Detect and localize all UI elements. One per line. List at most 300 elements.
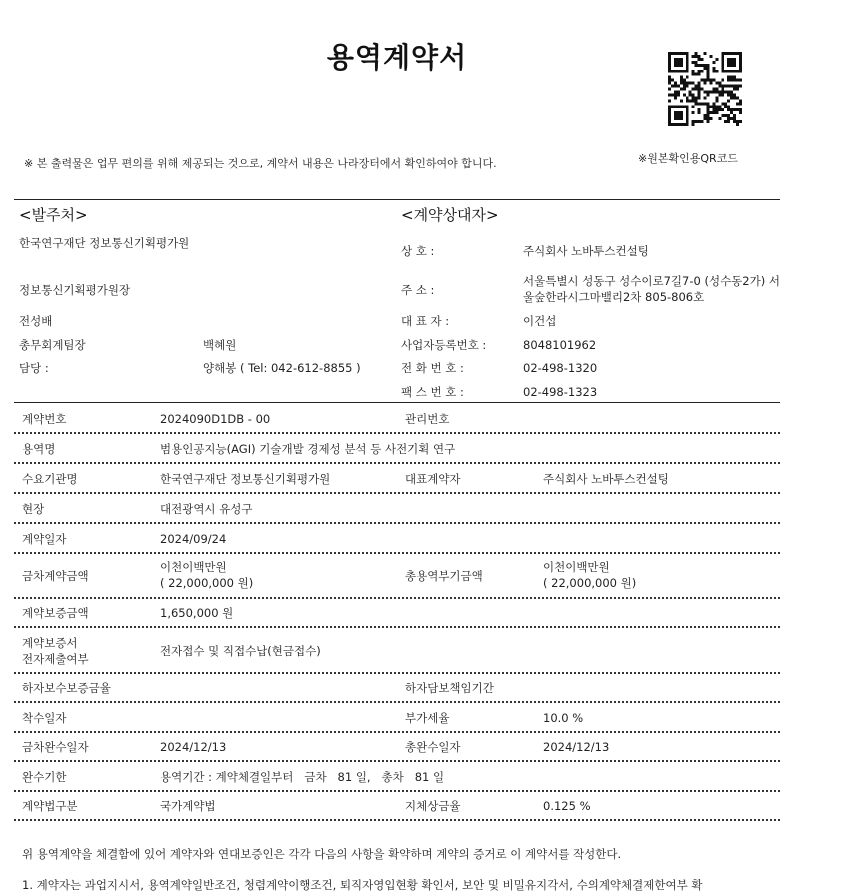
qr-module [727, 70, 730, 73]
qr-code[interactable] [668, 52, 742, 126]
qr-module [715, 99, 718, 102]
row-divider [14, 597, 780, 599]
row-value: ( 22,000,000 원) [160, 576, 254, 590]
qr-module [706, 90, 709, 93]
qr-module [704, 114, 707, 117]
qr-module [721, 88, 724, 91]
qr-module [715, 88, 718, 91]
qr-module [686, 114, 689, 117]
row-value: 용역기간 : 계약체결일부터 금차 81 일, 총차 81 일 [160, 770, 445, 784]
qr-module [721, 64, 724, 67]
qr-module [736, 85, 739, 88]
contractor-label: 전 화 번 호 : [401, 361, 464, 375]
qr-module [736, 123, 739, 126]
row-label: 계약일자 [22, 532, 67, 546]
qr-module [695, 120, 698, 123]
qr-module [674, 123, 677, 126]
row-value: 2024090D1DB - 00 [160, 412, 271, 426]
qr-module [680, 99, 683, 102]
qr-module [686, 67, 689, 70]
qr-module [706, 73, 709, 76]
qr-module [680, 76, 683, 79]
qr-module [704, 102, 707, 105]
row-value: 국가계약법 [160, 799, 216, 813]
qr-module [674, 111, 677, 114]
row-divider [14, 492, 780, 494]
qr-module [668, 64, 671, 67]
qr-module [724, 70, 727, 73]
qr-module [680, 111, 683, 114]
qr-module [739, 52, 742, 55]
contractor-value: 주식회사 노바투스컨설팅 [523, 244, 649, 258]
qr-module [730, 70, 733, 73]
qr-module [733, 108, 736, 111]
qr-module [733, 114, 736, 117]
qr-module [680, 114, 683, 117]
qr-module [668, 70, 671, 73]
qr-module [718, 108, 721, 111]
qr-module [706, 117, 709, 120]
qr-module [683, 85, 686, 88]
qr-module [704, 117, 707, 120]
qr-module [668, 82, 671, 85]
qr-module [683, 82, 686, 85]
qr-module [680, 52, 683, 55]
qr-module [727, 117, 730, 120]
qr-module [695, 52, 698, 55]
contractor-label: 팩 스 번 호 : [401, 385, 464, 399]
qr-module [733, 85, 736, 88]
qr-module [701, 70, 704, 73]
qr-module [739, 85, 742, 88]
qr-module [695, 85, 698, 88]
qr-module [695, 61, 698, 64]
notice-text: ※ 본 출력물은 업무 편의를 위해 제공되는 것으로, 계약서 내용은 나라장터에서 확인하여야 합니다. [24, 157, 497, 170]
qr-module [698, 93, 701, 96]
row-label: 용역명 [22, 442, 56, 456]
row-divider [14, 760, 780, 762]
qr-module [704, 67, 707, 70]
qr-module [680, 105, 683, 108]
qr-module [727, 114, 730, 117]
qr-module [736, 96, 739, 99]
qr-module [733, 117, 736, 120]
qr-module [739, 79, 742, 82]
qr-module [718, 105, 721, 108]
qr-module [671, 123, 674, 126]
qr-module [736, 70, 739, 73]
row-divider [14, 790, 780, 792]
qr-module [730, 85, 733, 88]
row-label: 부가세율 [405, 711, 450, 725]
contractor-label: 주 소 : [401, 283, 435, 297]
table-top-divider [14, 402, 780, 403]
row-value: 1,650,000 원 [160, 606, 234, 620]
row-label: 착수일자 [22, 711, 67, 725]
row-divider [14, 701, 780, 703]
row-value: 2024/12/13 [543, 740, 610, 754]
qr-module [724, 120, 727, 123]
row-divider [14, 462, 780, 464]
qr-module [701, 64, 704, 67]
qr-module [727, 85, 730, 88]
qr-module [674, 52, 677, 55]
qr-module [724, 105, 727, 108]
qr-module [692, 55, 695, 58]
qr-module [668, 55, 671, 58]
row-divider [14, 522, 780, 524]
qr-module [727, 76, 730, 79]
qr-module [712, 90, 715, 93]
qr-module [692, 99, 695, 102]
qr-module [739, 120, 742, 123]
qr-module [677, 64, 680, 67]
qr-module [698, 108, 701, 111]
qr-module [668, 79, 671, 82]
row-value: 한국연구재단 정보통신기획평가원 [160, 472, 331, 486]
qr-module [727, 93, 730, 96]
orderer-contact-value: 양해봉 ( Tel: 042-612-8855 ) [203, 361, 361, 375]
row-value: 이천이백만원 [543, 560, 610, 574]
qr-module [739, 108, 742, 111]
qr-module [721, 93, 724, 96]
qr-module [730, 52, 733, 55]
qr-module [674, 82, 677, 85]
qr-module [677, 70, 680, 73]
contractor-label: 사업자등록번호 : [401, 338, 487, 352]
contractor-label: 대 표 자 : [401, 314, 450, 328]
qr-module [712, 79, 715, 82]
qr-module [712, 108, 715, 111]
qr-module [677, 117, 680, 120]
qr-module [671, 79, 674, 82]
qr-module [730, 96, 733, 99]
qr-code-label: ※원본확인용QR코드 [638, 152, 738, 165]
qr-module [695, 99, 698, 102]
qr-module [730, 117, 733, 120]
qr-module [680, 123, 683, 126]
qr-module [668, 120, 671, 123]
qr-module [668, 99, 671, 102]
qr-module [724, 102, 727, 105]
qr-module [674, 85, 677, 88]
qr-module [730, 64, 733, 67]
qr-module [683, 105, 686, 108]
contractor-heading: <계약상대자> [401, 206, 499, 224]
qr-module [715, 96, 718, 99]
qr-module [668, 67, 671, 70]
qr-module [727, 52, 730, 55]
qr-module [695, 96, 698, 99]
qr-module [733, 76, 736, 79]
qr-module [721, 55, 724, 58]
qr-module [715, 105, 718, 108]
qr-module [674, 58, 677, 61]
qr-module [668, 88, 671, 91]
qr-module [736, 52, 739, 55]
qr-module [668, 114, 671, 117]
top-divider [14, 199, 780, 200]
qr-module [718, 93, 721, 96]
qr-module [704, 64, 707, 67]
qr-module [730, 93, 733, 96]
qr-module [698, 70, 701, 73]
qr-module [695, 88, 698, 91]
qr-module [680, 64, 683, 67]
qr-module [686, 120, 689, 123]
qr-module [668, 111, 671, 114]
qr-module [680, 88, 683, 91]
qr-module [683, 88, 686, 91]
qr-module [739, 111, 742, 114]
qr-module [677, 58, 680, 61]
qr-module [727, 105, 730, 108]
qr-module [715, 82, 718, 85]
qr-module [730, 108, 733, 111]
qr-module [715, 70, 718, 73]
row-label: 전자제출여부 [22, 652, 89, 666]
footer-statement: 위 용역계약을 체결함에 있어 계약자와 연대보증인은 각각 다음의 사항을 확약하며 계약의 증거로 이 계약서를 작성한다. [22, 847, 622, 861]
orderer-dept-label: 총무회계팀장 [19, 338, 86, 352]
orderer-contact-label: 담당 : [19, 361, 49, 375]
qr-module [706, 114, 709, 117]
qr-module [701, 88, 704, 91]
qr-module [686, 105, 689, 108]
qr-module [704, 90, 707, 93]
qr-module [706, 93, 709, 96]
qr-module [692, 105, 695, 108]
qr-module [712, 70, 715, 73]
qr-module [715, 90, 718, 93]
qr-module [721, 58, 724, 61]
qr-module [706, 64, 709, 67]
qr-module [739, 61, 742, 64]
qr-module [727, 90, 730, 93]
qr-module [727, 120, 730, 123]
qr-module [721, 102, 724, 105]
qr-module [706, 120, 709, 123]
qr-module [712, 61, 715, 64]
qr-module [686, 64, 689, 67]
qr-module [680, 117, 683, 120]
qr-module [677, 114, 680, 117]
qr-module [692, 82, 695, 85]
qr-module [721, 114, 724, 117]
qr-module [677, 105, 680, 108]
qr-module [677, 90, 680, 93]
qr-module [698, 102, 701, 105]
qr-module [668, 58, 671, 61]
qr-module [671, 105, 674, 108]
row-value: 10.0 % [543, 711, 584, 725]
qr-module [739, 70, 742, 73]
qr-module [727, 108, 730, 111]
qr-module [680, 79, 683, 82]
qr-module [704, 79, 707, 82]
qr-module [724, 90, 727, 93]
qr-module [706, 108, 709, 111]
qr-module [706, 79, 709, 82]
qr-module [724, 52, 727, 55]
qr-module [709, 105, 712, 108]
qr-module [680, 70, 683, 73]
qr-module [733, 52, 736, 55]
qr-module [677, 85, 680, 88]
qr-module [689, 82, 692, 85]
qr-module [715, 58, 718, 61]
qr-module [739, 102, 742, 105]
row-value: 2024/12/13 [160, 740, 227, 754]
qr-module [698, 120, 701, 123]
qr-module [674, 105, 677, 108]
qr-module [721, 108, 724, 111]
row-label: 계약보증금액 [22, 606, 89, 620]
row-value: 이천이백만원 [160, 560, 227, 574]
qr-module [718, 82, 721, 85]
qr-module [724, 85, 727, 88]
qr-module [689, 93, 692, 96]
qr-module [721, 85, 724, 88]
qr-module [692, 70, 695, 73]
qr-module [698, 73, 701, 76]
orderer-name: 전성배 [19, 314, 53, 328]
qr-module [698, 90, 701, 93]
qr-module [686, 70, 689, 73]
orderer-dept-name: 백혜원 [203, 338, 237, 352]
qr-module [692, 120, 695, 123]
qr-module [698, 64, 701, 67]
qr-module [712, 102, 715, 105]
qr-module [712, 67, 715, 70]
qr-module [671, 85, 674, 88]
contractor-value: 02-498-1320 [523, 361, 598, 375]
row-label: 계약법구분 [22, 799, 78, 813]
qr-module [730, 79, 733, 82]
qr-module [698, 88, 701, 91]
qr-module [733, 93, 736, 96]
qr-module [677, 123, 680, 126]
row-divider [14, 552, 780, 554]
qr-module [727, 61, 730, 64]
qr-module [674, 117, 677, 120]
qr-module [692, 111, 695, 114]
qr-module [704, 96, 707, 99]
qr-module [727, 79, 730, 82]
qr-module [671, 52, 674, 55]
qr-module [730, 90, 733, 93]
qr-module [718, 90, 721, 93]
qr-module [683, 70, 686, 73]
row-value: 범용인공지능(AGI) 기술개발 경제성 분석 등 사전기획 연구 [160, 442, 456, 456]
qr-module [730, 111, 733, 114]
qr-module [668, 117, 671, 120]
qr-module [733, 120, 736, 123]
qr-module [674, 93, 677, 96]
contractor-label: 상 호 : [401, 244, 435, 258]
qr-module [686, 76, 689, 79]
qr-module [721, 67, 724, 70]
row-label: 수요기관명 [22, 472, 78, 486]
qr-module [677, 93, 680, 96]
row-label: 지체상금율 [405, 799, 461, 813]
qr-module [683, 93, 686, 96]
qr-module [686, 58, 689, 61]
qr-module [683, 52, 686, 55]
row-label: 하자담보책임기간 [405, 681, 494, 695]
qr-module [695, 64, 698, 67]
row-value: 전자접수 및 직접수납(현금접수) [160, 644, 321, 658]
qr-module [686, 55, 689, 58]
qr-module [686, 82, 689, 85]
qr-module [701, 79, 704, 82]
qr-module [721, 79, 724, 82]
row-label: 대표계약자 [405, 472, 461, 486]
qr-module [727, 64, 730, 67]
footer-clause-1: 1. 계약자는 과업지시서, 용역계약일반조건, 청렴계약이행조건, 퇴직자영입현황 확인서, 보안 및 비밀유지각서, 수의계약체결제한여부 확 [22, 878, 703, 892]
qr-module [698, 111, 701, 114]
qr-module [706, 105, 709, 108]
qr-module [706, 70, 709, 73]
qr-module [668, 108, 671, 111]
document-title: 용역계약서 [326, 41, 468, 74]
qr-module [715, 111, 718, 114]
qr-module [736, 108, 739, 111]
qr-module [677, 111, 680, 114]
qr-module [739, 67, 742, 70]
qr-module [721, 90, 724, 93]
row-value: 2024/09/24 [160, 532, 227, 546]
qr-module [695, 102, 698, 105]
qr-module [680, 61, 683, 64]
row-value: 대전광역시 유성구 [160, 502, 253, 516]
orderer-heading: <발주처> [19, 206, 88, 224]
row-divider [14, 432, 780, 434]
qr-module [736, 120, 739, 123]
qr-module [730, 61, 733, 64]
qr-module [689, 90, 692, 93]
qr-module [695, 55, 698, 58]
qr-module [739, 64, 742, 67]
qr-module [730, 76, 733, 79]
qr-module [704, 52, 707, 55]
qr-module [698, 85, 701, 88]
qr-module [686, 111, 689, 114]
row-divider [14, 819, 780, 821]
qr-module [733, 64, 736, 67]
qr-module [692, 61, 695, 64]
row-label: 금차완수일자 [22, 740, 89, 754]
qr-module [695, 73, 698, 76]
qr-module [709, 111, 712, 114]
qr-module [712, 88, 715, 91]
qr-module [733, 88, 736, 91]
qr-module [686, 108, 689, 111]
qr-module [709, 82, 712, 85]
contractor-value: 이건섭 [523, 314, 557, 328]
qr-module [724, 114, 727, 117]
qr-module [721, 61, 724, 64]
qr-module [709, 55, 712, 58]
row-label: 총용역부기금액 [405, 569, 483, 583]
row-label: 금차계약금액 [22, 569, 89, 583]
qr-module [706, 102, 709, 105]
qr-module [686, 85, 689, 88]
qr-module [683, 123, 686, 126]
qr-module [668, 61, 671, 64]
qr-module [706, 67, 709, 70]
contractor-value: 8048101962 [523, 338, 597, 352]
row-label: 완수기한 [22, 770, 67, 784]
